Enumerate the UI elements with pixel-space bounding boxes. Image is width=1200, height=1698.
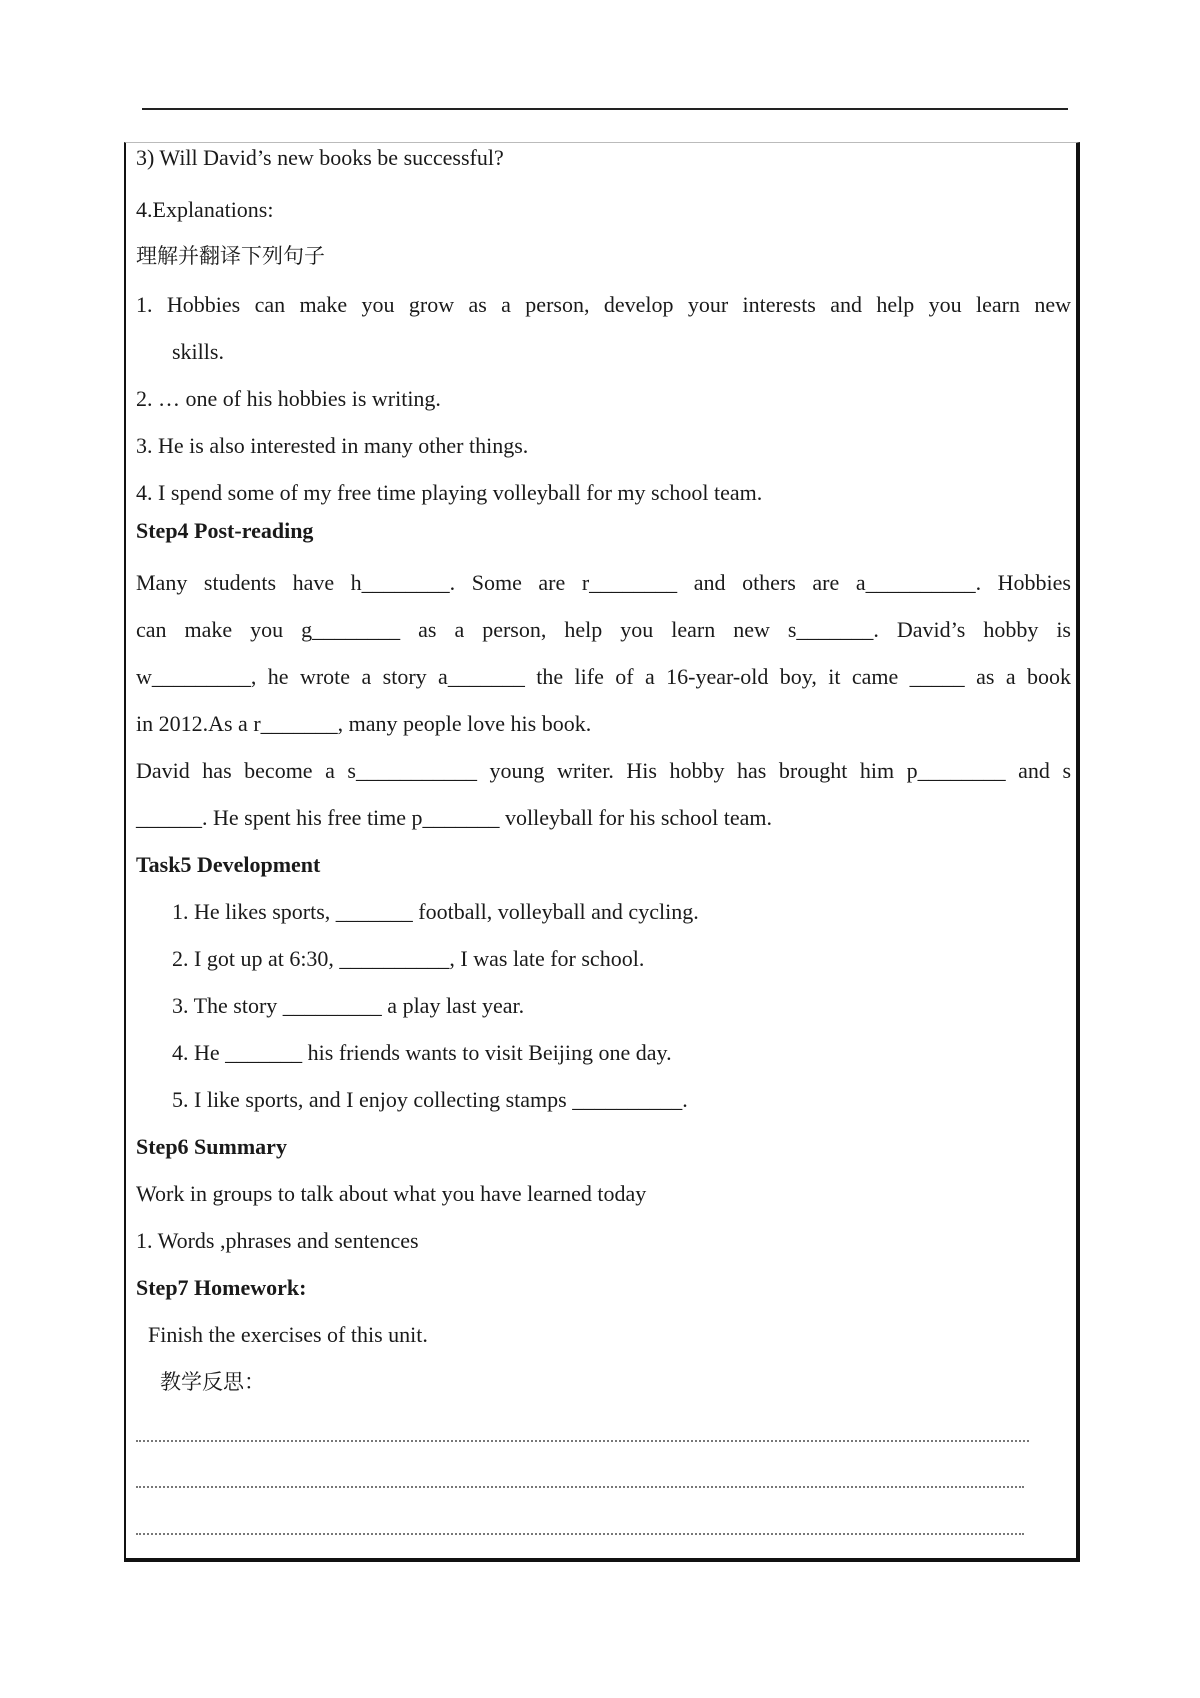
explanations-instruction: 理解并翻译下列句子 — [136, 244, 325, 268]
development-item-5: 5. I like sports, and I enjoy collecting stamps __________. — [172, 1087, 688, 1112]
page-header-rule — [142, 108, 1068, 110]
step4-heading: Step4 Post-reading — [136, 518, 314, 543]
step7-heading: Step7 Homework: — [136, 1275, 307, 1300]
teaching-reflection-label: 教学反思： — [160, 1370, 265, 1394]
development-item-4: 4. He _______ his friends wants to visit Beijing one day. — [172, 1040, 672, 1065]
explanation-1-line-2: skills. — [172, 339, 224, 364]
explanations-heading: 4.Explanations: — [136, 197, 274, 222]
development-item-2: 2. I got up at 6:30, __________, I was late for school. — [172, 946, 645, 971]
reflection-line-1[interactable] — [136, 1440, 1029, 1442]
task5-heading: Task5 Development — [136, 852, 321, 877]
post-reading-line-3: w_________, he wrote a story a_______ the life of a 16-year-old boy, it came _____ as a book — [136, 664, 1071, 689]
post-reading-line-5: David has become a s___________ young writer. His hobby has brought him p________ and s — [136, 758, 1071, 783]
step6-heading: Step6 Summary — [136, 1134, 287, 1159]
reflection-line-2[interactable] — [136, 1486, 1024, 1488]
post-reading-line-2: can make you g________ as a person, help you learn new s_______. David’s hobby is — [136, 617, 1071, 642]
post-reading-line-1: Many students have h________. Some are r________ and others are a__________. Hobbies — [136, 570, 1071, 595]
development-item-3: 3. The story _________ a play last year. — [172, 993, 525, 1018]
summary-item-1: 1. Words ,phrases and sentences — [136, 1228, 419, 1253]
explanation-2: 2. … one of his hobbies is writing. — [136, 386, 441, 411]
question-3: 3) Will David’s new books be successful? — [136, 145, 504, 170]
post-reading-line-4: in 2012.As a r_______, many people love his book. — [136, 711, 592, 736]
post-reading-line-6: ______. He spent his free time p_______ volleyball for his school team. — [136, 805, 773, 830]
explanation-1-line-1: 1. Hobbies can make you grow as a person, develop your interests and help you learn new — [136, 292, 1071, 317]
summary-text: Work in groups to talk about what you have learned today — [136, 1181, 647, 1206]
homework-text: Finish the exercises of this unit. — [148, 1322, 428, 1347]
reflection-line-3[interactable] — [136, 1533, 1024, 1535]
development-item-1: 1. He likes sports, _______ football, volleyball and cycling. — [172, 899, 699, 924]
explanation-4: 4. I spend some of my free time playing volleyball for my school team. — [136, 480, 763, 505]
explanation-3: 3. He is also interested in many other things. — [136, 433, 529, 458]
